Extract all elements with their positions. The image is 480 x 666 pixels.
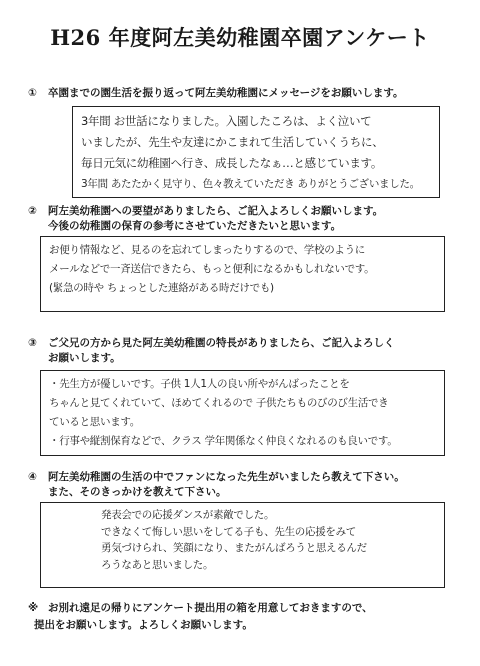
question-4: [28, 470, 458, 500]
answer-line: ・先生方が優しいです。子供 1人1人の良い所やがんばったことを: [49, 378, 350, 390]
question-text: ご父兄の方から見た阿左美幼稚園の特長がありましたら、ご記入よろしく: [48, 337, 395, 349]
answer-line: ちゃんと見てくれていて、ほめてくれるので 子供たちものびのび生活でき: [49, 397, 389, 409]
submission-note: [28, 600, 458, 634]
note-text: 提出をお願いします。よろしくお願いします。: [34, 619, 253, 631]
note-text: お別れ遠足の帰りにアンケート提出用の箱を用意しておきますので、: [48, 602, 373, 614]
question-number: ③: [28, 337, 37, 349]
answer-line: お便り情報など、見るのを忘れてしまったりするので、学校のように: [49, 244, 365, 256]
question-1: [28, 86, 458, 101]
answer-line: 3年間 お世話になりました。入園したころは、よく泣いて: [81, 114, 372, 128]
question-number: ④: [28, 471, 37, 483]
question-text: 卒園までの園生活を振り返って阿左美幼稚園にメッセージをお願いします。: [48, 87, 404, 99]
answer-box-1[interactable]: [72, 106, 440, 198]
note-mark: ※: [28, 602, 39, 614]
answer-line: 勇気づけられ、笑顔になり、またがんばろうと思えるんだ: [101, 542, 367, 554]
answer-line: 発表会での応援ダンスが素敵でした。: [101, 509, 275, 521]
question-text: また、そのきっかけを教えて下さい。: [48, 486, 227, 498]
answer-line: ていると思います。: [49, 416, 140, 428]
question-text: 今後の幼稚園の保育の参考にさせていただきたいと思います。: [48, 220, 342, 232]
question-text: 阿左美幼稚園の生活の中でファンになった先生がいましたら教えて下さい。: [48, 471, 405, 483]
answer-line: 毎日元気に幼稚園へ行き、成長したなぁ…と感じています。: [81, 156, 383, 170]
question-text: お願いします。: [48, 352, 121, 364]
answer-line: メールなどで一斉送信できたら、もっと便利になるかもしれないです。: [49, 263, 375, 275]
page-title: H26 年度阿左美幼稚園卒園アンケート: [50, 25, 430, 50]
question-text: 阿左美幼稚園への要望がありましたら、ご記入よろしくお願いします。: [48, 205, 384, 217]
answer-line: (緊急の時や ちょっとした連絡がある時だけでも): [49, 282, 274, 294]
answer-box-4[interactable]: [40, 502, 445, 588]
question-3: [28, 336, 458, 366]
answer-line: ・行事や縦割保育などで、クラス 学年関係なく仲良くなれるのも良いです。: [49, 435, 398, 447]
answer-line: 3年間 あたたかく見守り、色々教えていただき ありがとうございました。: [81, 178, 420, 190]
answer-line: できなくて悔しい思いをしてる子も、先生の応援をみて: [101, 525, 356, 538]
answer-line: いましたが、先生や友達にかこまれて生活していくうちに、: [81, 135, 384, 149]
question-2: [28, 204, 458, 234]
question-number: ①: [28, 87, 37, 99]
answer-box-2[interactable]: [40, 236, 445, 312]
answer-line: ろうなあと思いました。: [101, 558, 214, 571]
answer-box-3[interactable]: [40, 370, 445, 456]
question-number: ②: [28, 205, 37, 217]
